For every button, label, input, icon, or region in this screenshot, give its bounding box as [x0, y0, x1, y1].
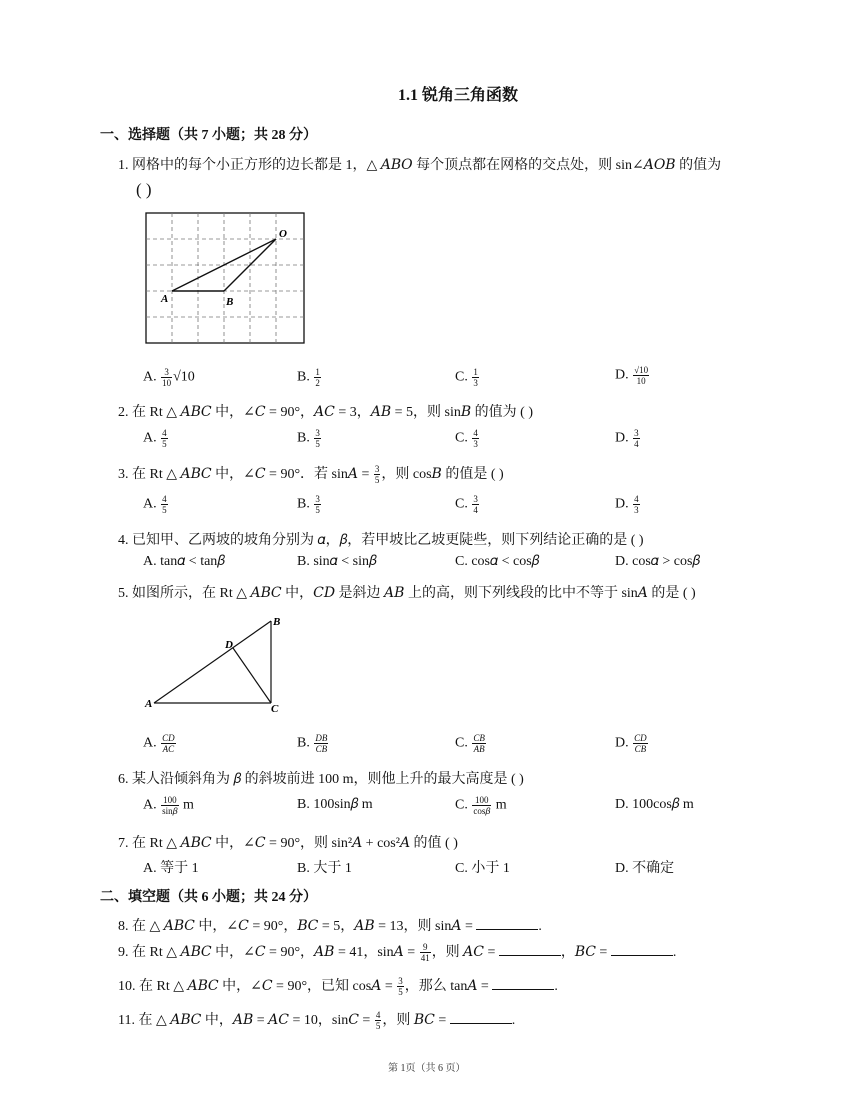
question-3-text: 3. 在 Rt △ 𝐴𝐵𝐶 中，∠𝐶 = 90°．若 sin𝐴 = $\frac{3}{5}$ ，则 cos𝐵 的值是 ( ) — [118, 464, 504, 486]
tri-label-b: B — [273, 616, 281, 628]
question-6-text: 6. 某人沿倾斜角为 𝛽 的斜坡前进 100 m，则他上升的最大高度是 ( ) — [118, 772, 524, 787]
q6-option-a[interactable]: A. $\frac{100}{\text{sin𝛽}}$ m — [143, 795, 194, 816]
section-fill-header: 二、填空题（共 6 小题；共 24 分） — [100, 890, 317, 905]
page-footer: 第 1页（共 6 页） — [388, 1063, 466, 1074]
q2-option-c[interactable]: C. $\frac{4}{3}$ — [455, 428, 478, 449]
question-1-text: 1. 网格中的每个小正方形的边长都是 1，△ 𝐴𝐵𝑂 每个顶点都在网格的交点处，则 sin∠𝐴𝑂𝐵 的值为 — [118, 158, 722, 173]
q6-option-c[interactable]: C. $\frac{100}{\text{cos𝛽}}$ m — [455, 795, 507, 816]
question-8-text: 8. 在 △ 𝐴𝐵𝐶 中，∠𝐶 = 90°，𝐵𝐶 = 5，𝐴𝐵 = 13，则 sin𝐴 = . — [118, 919, 542, 934]
q6-option-d[interactable]: D. 100cos𝛽 m — [615, 797, 694, 812]
question-4-text: 4. 已知甲、乙两坡的坡角分别为 𝛼，𝛽，若甲坡比乙坡更陡些，则下列结论正确的是 ( ) — [118, 533, 644, 548]
q2-option-a[interactable]: A. $\frac{4}{5}$ — [143, 428, 167, 449]
question-5-triangle-figure — [142, 612, 292, 716]
q7-option-a[interactable]: A. 等于 1 — [143, 861, 199, 876]
q2-option-b[interactable]: B. $\frac{3}{5}$ — [297, 428, 320, 449]
q4-option-c[interactable]: C. cos𝛼 < cos𝛽 — [455, 554, 540, 569]
grid-label-b: B — [226, 296, 234, 308]
q5-option-c[interactable]: C. $\frac{CB}{AB}$ — [455, 733, 485, 754]
q3-option-a[interactable]: A. $\frac{4}{5}$ — [143, 494, 167, 515]
question-9-text: 9. 在 Rt △ 𝐴𝐵𝐶 中，∠𝐶 = 90°，𝐴𝐵 = 41，sin𝐴 = $\frac{9}{41}$ ，则 𝐴𝐶 = ，𝐵𝐶 = . — [118, 942, 677, 964]
q3-option-d[interactable]: D. $\frac{4}{3}$ — [615, 494, 639, 515]
q1-option-d[interactable]: D. $\frac{√10}{10}$ — [615, 365, 649, 386]
question-10-text: 10. 在 Rt △ 𝐴𝐵𝐶 中，∠𝐶 = 90°，已知 cos𝐴 = $\frac{3}{5}$ ，那么 tan𝐴 = . — [118, 976, 558, 998]
q2-option-d[interactable]: D. $\frac{3}{4}$ — [615, 428, 639, 449]
q3-option-b[interactable]: B. $\frac{3}{5}$ — [297, 494, 320, 515]
q9-bc-blank[interactable] — [611, 943, 673, 956]
q5-option-a[interactable]: A. $\frac{CD}{AC}$ — [143, 733, 175, 754]
question-7-text: 7. 在 Rt △ 𝐴𝐵𝐶 中，∠𝐶 = 90°，则 sin²𝐴 + cos²𝐴 的值 ( ) — [118, 836, 458, 851]
q1-option-c[interactable]: C. $\frac{1}{3}$ — [455, 367, 478, 388]
tri-label-d: D — [225, 639, 233, 651]
q10-answer-blank[interactable] — [492, 977, 554, 990]
page-title: 1.1 锐角三角函数 — [398, 87, 519, 104]
q5-option-b[interactable]: B. $\frac{DB}{CB}$ — [297, 733, 328, 754]
q5-option-d[interactable]: D. $\frac{CD}{CB}$ — [615, 733, 647, 754]
q11-answer-blank[interactable] — [450, 1011, 512, 1024]
question-11-text: 11. 在 △ 𝐴𝐵𝐶 中，𝐴𝐵 = 𝐴𝐶 = 10，sin𝐶 = $\frac{4}{5}$ ，则 𝐵𝐶 = . — [118, 1010, 516, 1032]
q4-option-a[interactable]: A. tan𝛼 < tan𝛽 — [143, 554, 225, 569]
tri-label-c: C — [271, 703, 279, 715]
question-2-text: 2. 在 Rt △ 𝐴𝐵𝐶 中，∠𝐶 = 90°，𝐴𝐶 = 3，𝐴𝐵 = 5，则 sin𝐵 的值为 ( ) — [118, 405, 534, 420]
q7-option-b[interactable]: B. 大于 1 — [297, 861, 352, 876]
question-1-grid-figure — [144, 211, 306, 345]
q4-option-b[interactable]: B. sin𝛼 < sin𝛽 — [297, 554, 377, 569]
q6-option-b[interactable]: B. 100sin𝛽 m — [297, 797, 373, 812]
question-5-text: 5. 如图所示，在 Rt △ 𝐴𝐵𝐶 中，𝐶𝐷 是斜边 𝐴𝐵 上的高，则下列线段的比中不等于 sin𝐴 的是 ( ) — [118, 586, 696, 601]
section-choice-header: 一、选择题（共 7 小题；共 28 分） — [100, 128, 317, 143]
q3-option-c[interactable]: C. $\frac{3}{4}$ — [455, 494, 478, 515]
q8-answer-blank[interactable] — [476, 917, 538, 930]
grid-label-a: A — [161, 293, 169, 305]
q1-option-b[interactable]: B. $\frac{1}{2}$ — [297, 367, 320, 388]
grid-label-o: O — [279, 228, 287, 240]
q1-option-a[interactable]: A. $\frac{3}{10}$ √10 — [143, 367, 195, 388]
question-1-paren: ( ) — [136, 180, 152, 199]
q9-ac-blank[interactable] — [499, 943, 561, 956]
q7-option-d[interactable]: D. 不确定 — [615, 861, 675, 876]
q4-option-d[interactable]: D. cos𝛼 > cos𝛽 — [615, 554, 701, 569]
tri-label-a: A — [145, 698, 153, 710]
q7-option-c[interactable]: C. 小于 1 — [455, 861, 510, 876]
